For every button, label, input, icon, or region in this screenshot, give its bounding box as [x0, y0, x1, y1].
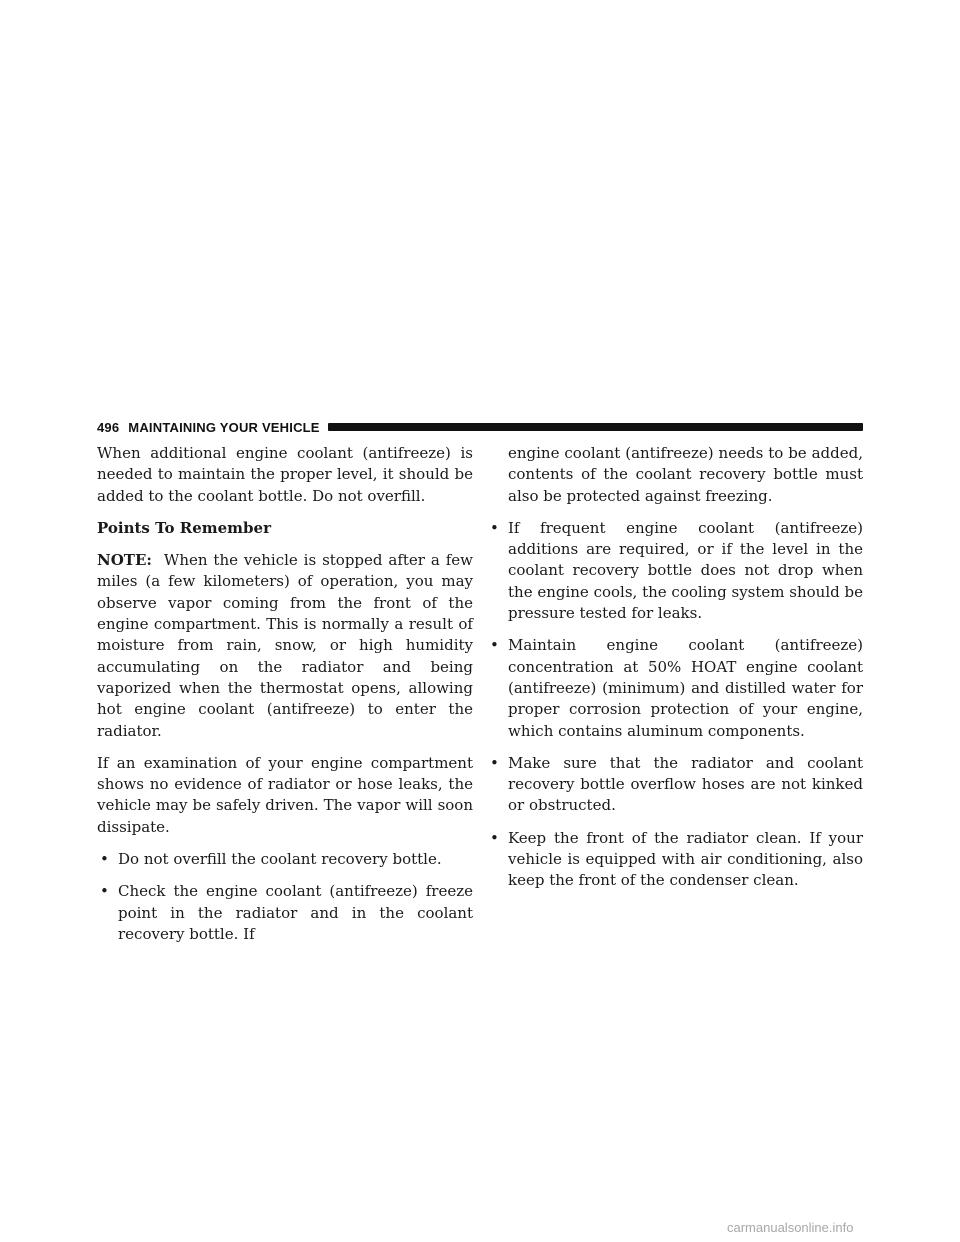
list-item-text: Do not overfill the coolant recovery bottle. — [118, 850, 442, 869]
list-item-text: Make sure that the radiator and coolant recovery bottle overflow hoses are not kinked or obstructed. — [508, 753, 863, 815]
right-column — [487, 443, 863, 903]
list-item-text: Keep the front of the radiator clean. If your vehicle is equipped with air conditioning, also keep the front of the condenser clean. — [508, 828, 863, 890]
header-rule — [328, 423, 863, 431]
note-label: NOTE: — [97, 551, 152, 570]
note-text: When the vehicle is stopped after a few miles (a few kilometers) of operation, you may observe vapor coming from the front of the engine compartment. This is normally a result of moisture from rain, snow, or high humidity accumulating on the radiator and being vaporized when the thermostat opens, allowing hot engine coolant (antifreeze) to enter the radiator. — [97, 551, 473, 740]
bullet-icon: • — [490, 518, 499, 537]
bullet-icon: • — [490, 636, 499, 655]
list-item — [487, 518, 863, 624]
list-item-text: If frequent engine coolant (antifreeze) additions are required, or if the level in the coolant recovery bottle does not drop when the engine cools, the cooling system should be pressure tested for leaks. — [508, 518, 863, 623]
section-title: MAINTAINING YOUR VEHICLE — [128, 419, 320, 435]
intro-paragraph: When additional engine coolant (antifreeze) is needed to maintain the proper level, it should be added to the coolant bottle. Do not overfill. — [97, 444, 473, 505]
list-item-text: Check the engine coolant (antifreeze) freeze point in the radiator and in the coolant recovery bottle. If — [118, 882, 473, 943]
list-item-text: Maintain engine coolant (antifreeze) concentration at 50% HOAT engine coolant (antifreeze) (minimum) and distilled water for proper corrosion protection of your engine, which contains aluminum components. — [508, 636, 863, 740]
bullet-list-right — [487, 518, 863, 892]
bullet-icon: • — [490, 828, 499, 847]
list-item — [487, 753, 863, 817]
page-header — [97, 417, 863, 437]
note-paragraph — [97, 550, 473, 742]
vapor-paragraph: If an examination of your engine compartment shows no evidence of radiator or hose leaks, the vehicle may be safely driven. The vapor will soon dissipate. — [97, 753, 473, 836]
list-item — [487, 635, 863, 741]
bullet-icon: • — [100, 882, 109, 901]
bullet-list-left — [97, 849, 473, 945]
list-item — [97, 849, 473, 870]
continuation-paragraph: engine coolant (antifreeze) needs to be added, contents of the coolant recovery bottle must also be protected against freezing. — [508, 444, 863, 505]
page-number: 496 — [97, 419, 120, 435]
section-heading: Points To Remember — [97, 518, 271, 537]
left-column — [97, 443, 473, 956]
watermark-text: carmanualsonline.info — [727, 1220, 854, 1235]
list-item — [487, 828, 863, 892]
list-item — [97, 881, 473, 945]
bullet-icon: • — [100, 850, 109, 869]
bullet-icon: • — [490, 753, 499, 772]
